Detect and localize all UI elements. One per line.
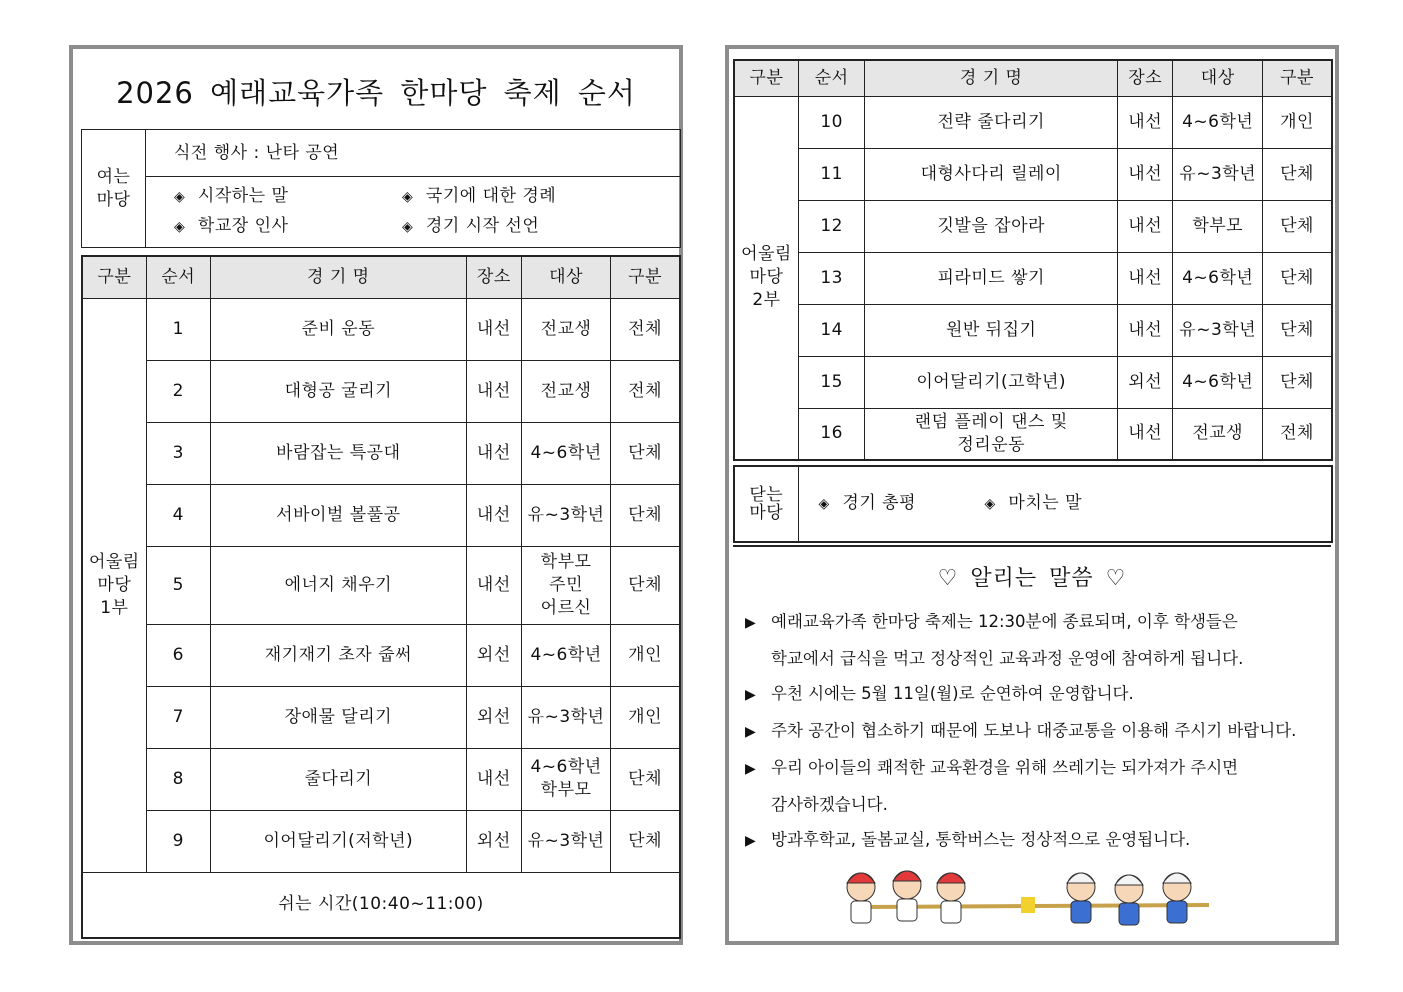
diamond-icon: ◈	[174, 189, 186, 205]
column-header: 구분	[1263, 60, 1333, 96]
notice-text: 우천 시에는 5월 11일(월)로 순연하여 운영합니다.	[771, 684, 1134, 703]
schedule-table-part2	[733, 59, 1333, 461]
diamond-icon: ◈	[818, 496, 830, 512]
type-cell: 단체	[611, 484, 680, 546]
diamond-icon: ◈	[402, 189, 414, 205]
notice-item	[745, 713, 1327, 750]
table-row	[82, 484, 680, 546]
event-name-cell: 깃발을 잡아라	[865, 200, 1118, 252]
arrow-bullet-icon: ▶	[745, 761, 756, 777]
table-row	[82, 686, 680, 748]
order-cell: 7	[146, 686, 210, 748]
table-row	[734, 304, 1332, 356]
type-cell: 개인	[611, 624, 680, 686]
diamond-icon: ◈	[984, 496, 996, 512]
type-cell: 단체	[1263, 200, 1333, 252]
table-header-row	[82, 256, 680, 298]
type-cell: 단체	[1263, 304, 1333, 356]
type-cell: 개인	[611, 686, 680, 748]
opening-item: 시작하는 말	[197, 186, 289, 206]
type-cell: 단체	[611, 546, 680, 624]
type-cell: 단체	[1263, 148, 1333, 200]
target-cell: 학부모	[1173, 200, 1263, 252]
table-row	[734, 356, 1332, 408]
place-cell: 내선	[1118, 252, 1173, 304]
event-name-cell: 바람잡는 특공대	[210, 422, 466, 484]
place-cell: 내선	[466, 484, 521, 546]
order-cell: 2	[146, 360, 210, 422]
target-cell: 4~6학년	[1173, 252, 1263, 304]
notice-text: 예래교육가족 한마당 축제는 12:30분에 종료되며, 이후 학생들은	[771, 612, 1238, 631]
event-name-cell: 서바이벌 볼풀공	[210, 484, 466, 546]
type-cell: 개인	[1263, 96, 1333, 148]
place-cell: 내선	[1118, 408, 1173, 460]
type-cell: 전체	[611, 360, 680, 422]
order-cell: 11	[798, 148, 864, 200]
left-page	[69, 45, 683, 945]
closing-table	[733, 465, 1333, 543]
order-cell: 3	[146, 422, 210, 484]
table-row	[734, 200, 1332, 252]
opening-ceremony: 식전 행사 : 난타 공연	[146, 130, 681, 177]
place-cell: 내선	[1118, 148, 1173, 200]
notice-text-continued: 감사하겠습니다.	[771, 795, 888, 814]
table-row	[82, 546, 680, 624]
notice-list	[745, 604, 1327, 859]
event-name-cell: 에너지 채우기	[210, 546, 466, 624]
order-cell: 15	[798, 356, 864, 408]
diamond-icon: ◈	[402, 219, 414, 235]
event-name-cell: 줄다리기	[210, 748, 466, 810]
page-title: 2026 예래교육가족 한마당 축제 순서	[116, 76, 636, 110]
place-cell: 외선	[466, 686, 521, 748]
section-label: 어울림 마당 1부	[82, 298, 146, 872]
column-header: 순서	[146, 256, 210, 298]
break-time: 쉬는 시간(10:40~11:00)	[82, 872, 680, 938]
table-row	[82, 298, 680, 360]
notice-title: ♡ 알리는 말씀 ♡	[937, 566, 1127, 591]
opening-label: 여는 마당	[82, 130, 146, 248]
column-header: 구분	[82, 256, 146, 298]
event-name-cell: 장애물 달리기	[210, 686, 466, 748]
notice-text: 방과후학교, 돌봄교실, 통학버스는 정상적으로 운영됩니다.	[771, 830, 1191, 849]
red-team-children	[847, 871, 965, 923]
event-name-cell: 재기재기 초자 줍써	[210, 624, 466, 686]
closing-item: 마치는 말	[1008, 493, 1082, 513]
notice-item	[745, 676, 1327, 713]
target-cell: 유~3학년	[1173, 304, 1263, 356]
place-cell: 외선	[1118, 356, 1173, 408]
opening-item: 학교장 인사	[197, 216, 289, 236]
event-name-cell: 이어달리기(저학년)	[210, 810, 466, 872]
target-cell: 4~6학년	[521, 624, 610, 686]
type-cell: 단체	[1263, 356, 1333, 408]
place-cell: 내선	[466, 748, 521, 810]
target-cell: 4~6학년 학부모	[521, 748, 610, 810]
section-label: 어울림 마당 2부	[734, 96, 798, 460]
opening-item: 국기에 대한 경례	[425, 186, 557, 206]
opening-table	[81, 129, 681, 248]
target-cell: 유~3학년	[1173, 148, 1263, 200]
target-cell: 전교생	[521, 360, 610, 422]
column-header: 경 기 명	[210, 256, 466, 298]
place-cell: 내선	[1118, 96, 1173, 148]
event-name-cell: 이어달리기(고학년)	[865, 356, 1118, 408]
order-cell: 5	[146, 546, 210, 624]
target-cell: 유~3학년	[521, 810, 610, 872]
table-row	[82, 422, 680, 484]
column-header: 구분	[734, 60, 798, 96]
type-cell: 단체	[611, 748, 680, 810]
notice-section	[733, 545, 1331, 859]
notice-item	[745, 822, 1327, 859]
target-cell: 학부모 주민 어르신	[521, 546, 610, 624]
tug-of-war-illustration	[839, 857, 1224, 937]
diamond-icon: ◈	[174, 219, 186, 235]
table-row	[734, 96, 1332, 148]
order-cell: 1	[146, 298, 210, 360]
order-cell: 6	[146, 624, 210, 686]
event-name-cell: 원반 뒤집기	[865, 304, 1118, 356]
arrow-bullet-icon: ▶	[745, 615, 756, 631]
opening-item: 경기 시작 선언	[425, 216, 540, 236]
target-cell: 전교생	[1173, 408, 1263, 460]
arrow-bullet-icon: ▶	[745, 687, 756, 703]
column-header: 경 기 명	[865, 60, 1118, 96]
type-cell: 단체	[1263, 252, 1333, 304]
place-cell: 내선	[466, 360, 521, 422]
type-cell: 단체	[611, 810, 680, 872]
table-row	[734, 408, 1332, 460]
place-cell: 외선	[466, 624, 521, 686]
target-cell: 유~3학년	[521, 484, 610, 546]
place-cell: 내선	[1118, 304, 1173, 356]
order-cell: 8	[146, 748, 210, 810]
place-cell: 내선	[466, 546, 521, 624]
order-cell: 9	[146, 810, 210, 872]
table-row	[82, 624, 680, 686]
type-cell: 전체	[611, 298, 680, 360]
type-cell: 전체	[1263, 408, 1333, 460]
event-name-cell: 랜덤 플레이 댄스 및 정리운동	[865, 408, 1118, 460]
column-header: 장소	[1118, 60, 1173, 96]
order-cell: 13	[798, 252, 864, 304]
target-cell: 4~6학년	[521, 422, 610, 484]
table-row	[734, 252, 1332, 304]
order-cell: 10	[798, 96, 864, 148]
table-header-row	[734, 60, 1332, 96]
table-row	[82, 810, 680, 872]
notice-item	[745, 604, 1327, 676]
column-header: 순서	[798, 60, 864, 96]
event-name-cell: 대형사다리 릴레이	[865, 148, 1118, 200]
notice-text-continued: 학교에서 급식을 먹고 정상적인 교육과정 운영에 참여하게 됩니다.	[771, 649, 1244, 668]
target-cell: 유~3학년	[521, 686, 610, 748]
column-header: 구분	[611, 256, 680, 298]
white-team-children	[1067, 873, 1191, 925]
order-cell: 12	[798, 200, 864, 252]
column-header: 대상	[1173, 60, 1263, 96]
order-cell: 16	[798, 408, 864, 460]
arrow-bullet-icon: ▶	[745, 833, 756, 849]
event-name-cell: 전략 줄다리기	[865, 96, 1118, 148]
table-row	[82, 360, 680, 422]
place-cell: 내선	[466, 298, 521, 360]
event-name-cell: 준비 운동	[210, 298, 466, 360]
arrow-bullet-icon: ▶	[745, 724, 756, 740]
column-header: 대상	[521, 256, 610, 298]
place-cell: 내선	[466, 422, 521, 484]
event-name-cell: 피라미드 쌓기	[865, 252, 1118, 304]
schedule-table-part1	[81, 255, 681, 939]
place-cell: 내선	[1118, 200, 1173, 252]
notice-item	[745, 750, 1327, 822]
table-row	[82, 748, 680, 810]
order-cell: 4	[146, 484, 210, 546]
notice-text: 주차 공간이 협소하기 때문에 도보나 대중교통을 이용해 주시기 바랍니다.	[771, 721, 1297, 740]
target-cell: 4~6학년	[1173, 356, 1263, 408]
target-cell: 4~6학년	[1173, 96, 1263, 148]
place-cell: 외선	[466, 810, 521, 872]
target-cell: 전교생	[521, 298, 610, 360]
order-cell: 14	[798, 304, 864, 356]
event-name-cell: 대형공 굴리기	[210, 360, 466, 422]
type-cell: 단체	[611, 422, 680, 484]
table-row	[734, 148, 1332, 200]
closing-item: 경기 총평	[842, 493, 916, 513]
right-page	[725, 45, 1339, 945]
column-header: 장소	[466, 256, 521, 298]
notice-text: 우리 아이들의 쾌적한 교육환경을 위해 쓰레기는 되가져가 주시면	[771, 758, 1239, 777]
closing-label: 닫는 마당	[734, 466, 798, 542]
